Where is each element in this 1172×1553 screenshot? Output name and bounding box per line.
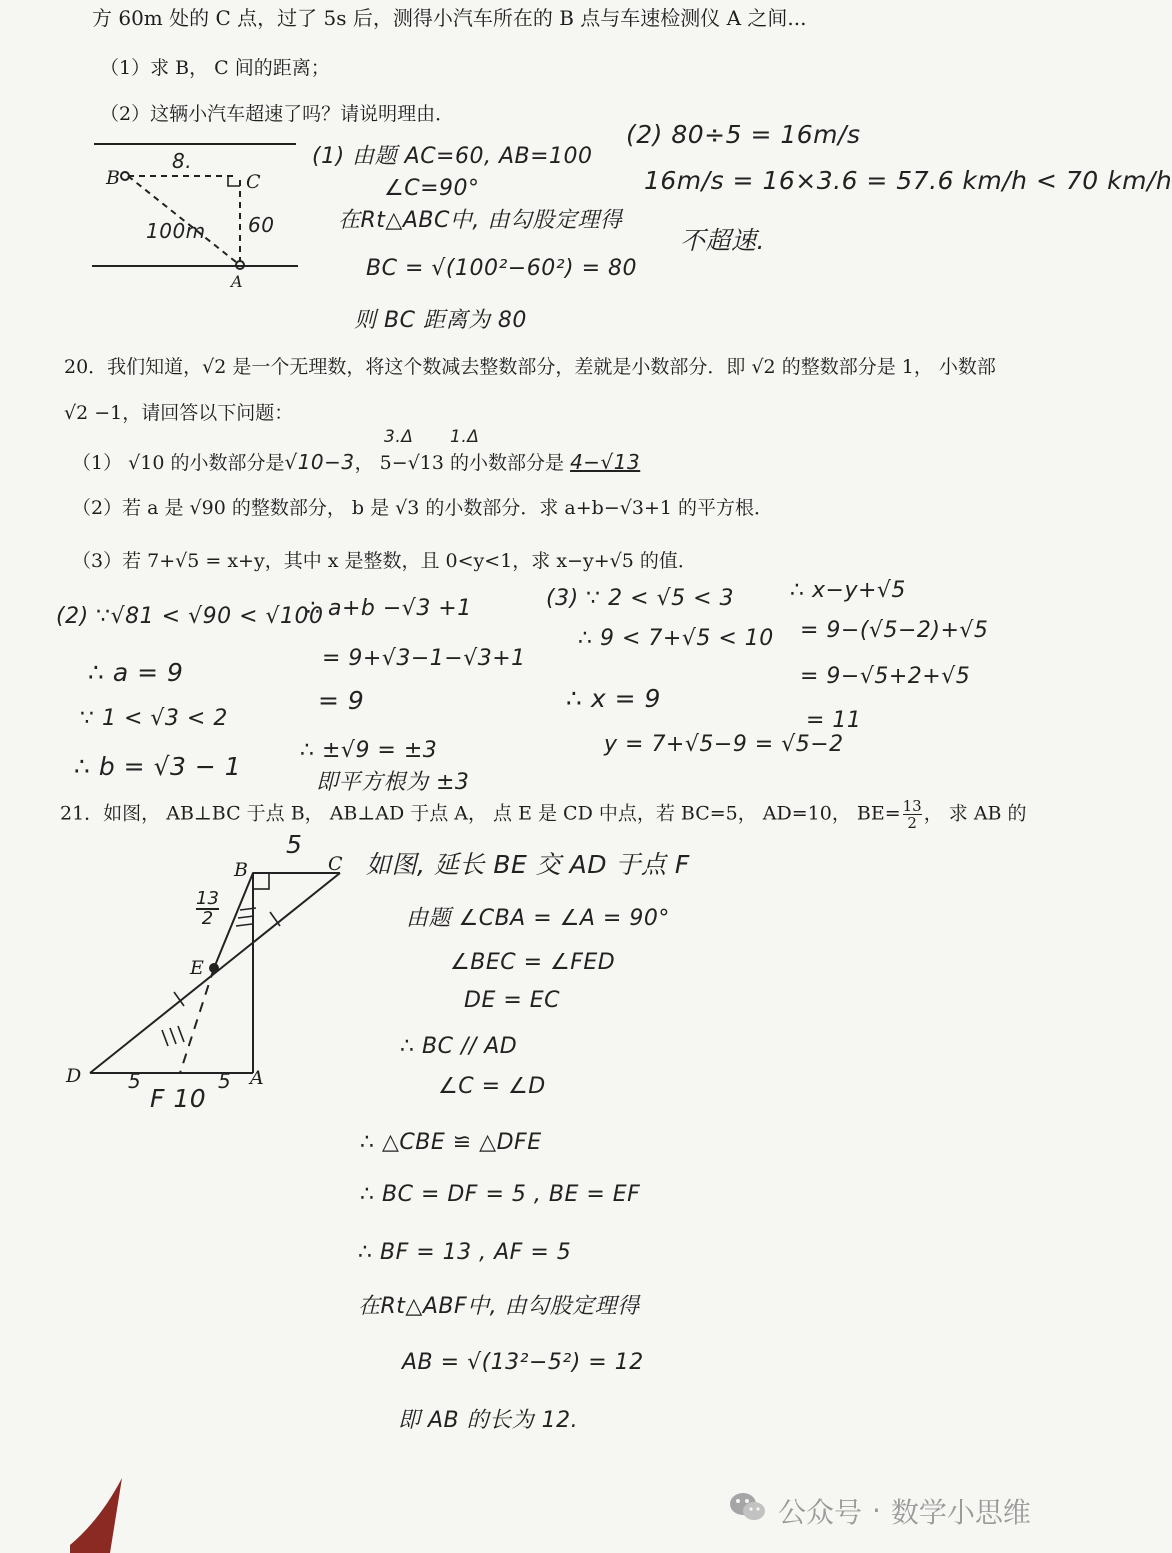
q21-ans-7: ∴ △CBE ≌ △DFE [360, 1130, 542, 1155]
q21-fig-bc: 5 [286, 830, 303, 859]
q21-fig-be-den: 2 [201, 908, 214, 929]
q20-note-2: 1.Δ [450, 427, 480, 447]
watermark-source: 公众号 [778, 1495, 863, 1529]
q21-ans-6: ∠C = ∠D [438, 1074, 546, 1099]
q19-right-angle [228, 176, 240, 186]
q21-fig-be-fraction [196, 890, 219, 928]
q19-ans1-line2: ∠C=90° [384, 176, 480, 201]
q21-fig-a: A [250, 1067, 264, 1089]
q20-ans-b5: 即平方根为 ±3 [316, 770, 470, 795]
q20-ans-b4: ∴ ±√9 = ±3 [300, 738, 438, 763]
q21-intro [60, 798, 1027, 831]
q19-ans2-line3: 不超速. [680, 226, 765, 255]
q20-part1-pre: （1） √10 的小数部分是 [72, 452, 285, 474]
q21-ans-4: DE = EC [464, 988, 561, 1013]
q21-ef [180, 968, 214, 1073]
watermark-name: 数学小思维 [890, 1495, 1031, 1529]
q19-ans1-line5: 则 BC 距离为 80 [354, 308, 527, 333]
q21-ans-2: 由题 ∠CBA = ∠A = 90° [406, 906, 670, 931]
q20-part2: （2）若 a 是 √90 的整数部分， b 是 √3 的小数部分．求 a+b−√3+1 的平方根． [72, 497, 773, 519]
q20-ans-a3: ∵ 1 < √3 < 2 [80, 706, 228, 731]
q19-ans1-line4: BC = √(100²−60²) = 80 [366, 256, 638, 281]
q21-ans-5: ∴ BC // AD [400, 1034, 518, 1059]
q21-fig-df: 5 [128, 1069, 142, 1093]
q19-part2: （2）这辆小汽车超速了吗？请说明理由． [100, 103, 455, 125]
q21-be-den: 2 [907, 814, 917, 832]
q20-part1-answer: √10−3 [284, 450, 355, 474]
q20-ans-d2: = 9−(√5−2)+√5 [800, 618, 989, 643]
q20-ans-c1: (3) ∵ 2 < √5 < 3 [546, 586, 734, 611]
q19-fig-label-c: C [246, 171, 261, 193]
q20-ans-d1: ∴ x−y+√5 [790, 578, 906, 603]
wechat-icon [728, 1490, 768, 1531]
q19-fig-hyp-len: 100m [146, 219, 206, 243]
page-corner [70, 1478, 122, 1553]
q19-figure [92, 144, 298, 269]
q20-note-1: 3.Δ [384, 427, 414, 447]
q21-ans-9: ∴ BF = 13 , AF = 5 [358, 1240, 572, 1265]
q20-part1-mid: ， 5−√13 的小数部分是 [354, 452, 565, 474]
q21-intro-end: ， 求 AB 的 [923, 802, 1027, 825]
q20-part1 [72, 449, 640, 475]
q20-ans-a1: (2) ∵√81 < √90 < √100 [56, 604, 324, 629]
q20-ans-a4: ∴ b = √3 − 1 [74, 752, 242, 781]
q21-fig-b: B [234, 859, 248, 881]
q19-ans2-line1: (2) 80÷5 = 16m/s [626, 120, 861, 149]
q21-ans-10: 在Rt△ABF中, 由勾股定理得 [358, 1294, 640, 1319]
q20-intro: 20．我们知道，√2 是一个无理数，将这个数减去整数部分，差就是小数部分．即 √2 的整数部分是 1， 小数部 [64, 356, 996, 378]
q19-fig-label-a: A [231, 272, 243, 291]
q20-ans-c2: ∴ 9 < 7+√5 < 10 [578, 626, 774, 651]
q21-fig-f10: F 10 [150, 1084, 207, 1113]
q21-fig-e: E [190, 957, 204, 979]
watermark-sep: · [872, 1494, 881, 1527]
q21-ans-1: 如图, 延长 BE 交 AD 于点 F [366, 850, 690, 879]
q19-ans2-line2: 16m/s = 16×3.6 = 57.6 km/h < 70 km/h [644, 166, 1172, 195]
q21-be-num: 13 [902, 797, 922, 815]
q21-ans-8: ∴ BC = DF = 5 , BE = EF [360, 1182, 641, 1207]
q19-fig-top-len: 8. [172, 149, 193, 173]
q20-ans-b3: = 9 [318, 686, 365, 715]
q19-ans1-line3: 在Rt△ABC中, 由勾股定理得 [338, 208, 623, 233]
q20-part3: （3）若 7+√5 = x+y，其中 x 是整数，且 0<y<1，求 x−y+√5 的值． [72, 550, 697, 572]
q21-fig-fa: 5 [218, 1069, 232, 1093]
q19-line-top: 方 60m 处的 C 点，过了 5s 后，测得小汽车所在的 B 点与车速检测仪 A 之间... [92, 6, 807, 30]
q20-ans-c3: ∴ x = 9 [566, 684, 661, 713]
q21-right-angle [253, 873, 269, 889]
q20-ans-a2: ∴ a = 9 [88, 658, 184, 687]
q20-ans-d4: = 11 [806, 708, 862, 733]
watermark [728, 1490, 1031, 1531]
q21-ans-11: AB = √(13²−5²) = 12 [402, 1350, 644, 1375]
q21-be-fraction [903, 798, 922, 831]
q21-fig-c: C [328, 853, 343, 875]
q21-intro-text: 21．如图， AB⊥BC 于点 B， AB⊥AD 于点 A， 点 E 是 CD 中点，若 BC=5， AD=10， BE= [60, 802, 901, 825]
q19-ans1-line1: (1) 由题 AC=60, AB=100 [312, 144, 593, 169]
q21-ans-12: 即 AB 的长为 12. [398, 1408, 579, 1433]
q19-part1: （1）求 B， C 间的距离； [100, 57, 330, 79]
q21-point-e [210, 964, 218, 972]
q20-ans-b2: = 9+√3−1−√3+1 [322, 646, 526, 671]
q20-ans-c4: y = 7+√5−9 = √5−2 [604, 732, 844, 757]
q21-be [214, 873, 253, 968]
q20-ans-b1: ∴ a+b −√3 +1 [306, 596, 472, 621]
q19-fig-vert-len: 60 [248, 213, 275, 237]
q20-part1-answer2: 4−√13 [570, 450, 641, 474]
q19-point-b [121, 172, 129, 180]
q20-ans-d3: = 9−√5+2+√5 [800, 664, 971, 689]
q21-ans-3: ∠BEC = ∠FED [450, 950, 616, 975]
q21-fig-be-num: 13 [196, 888, 219, 909]
q19-fig-label-b: B [106, 167, 120, 189]
q21-fig-d: D [66, 1065, 82, 1087]
q20-intro2: √2 −1，请回答以下问题： [64, 402, 294, 424]
